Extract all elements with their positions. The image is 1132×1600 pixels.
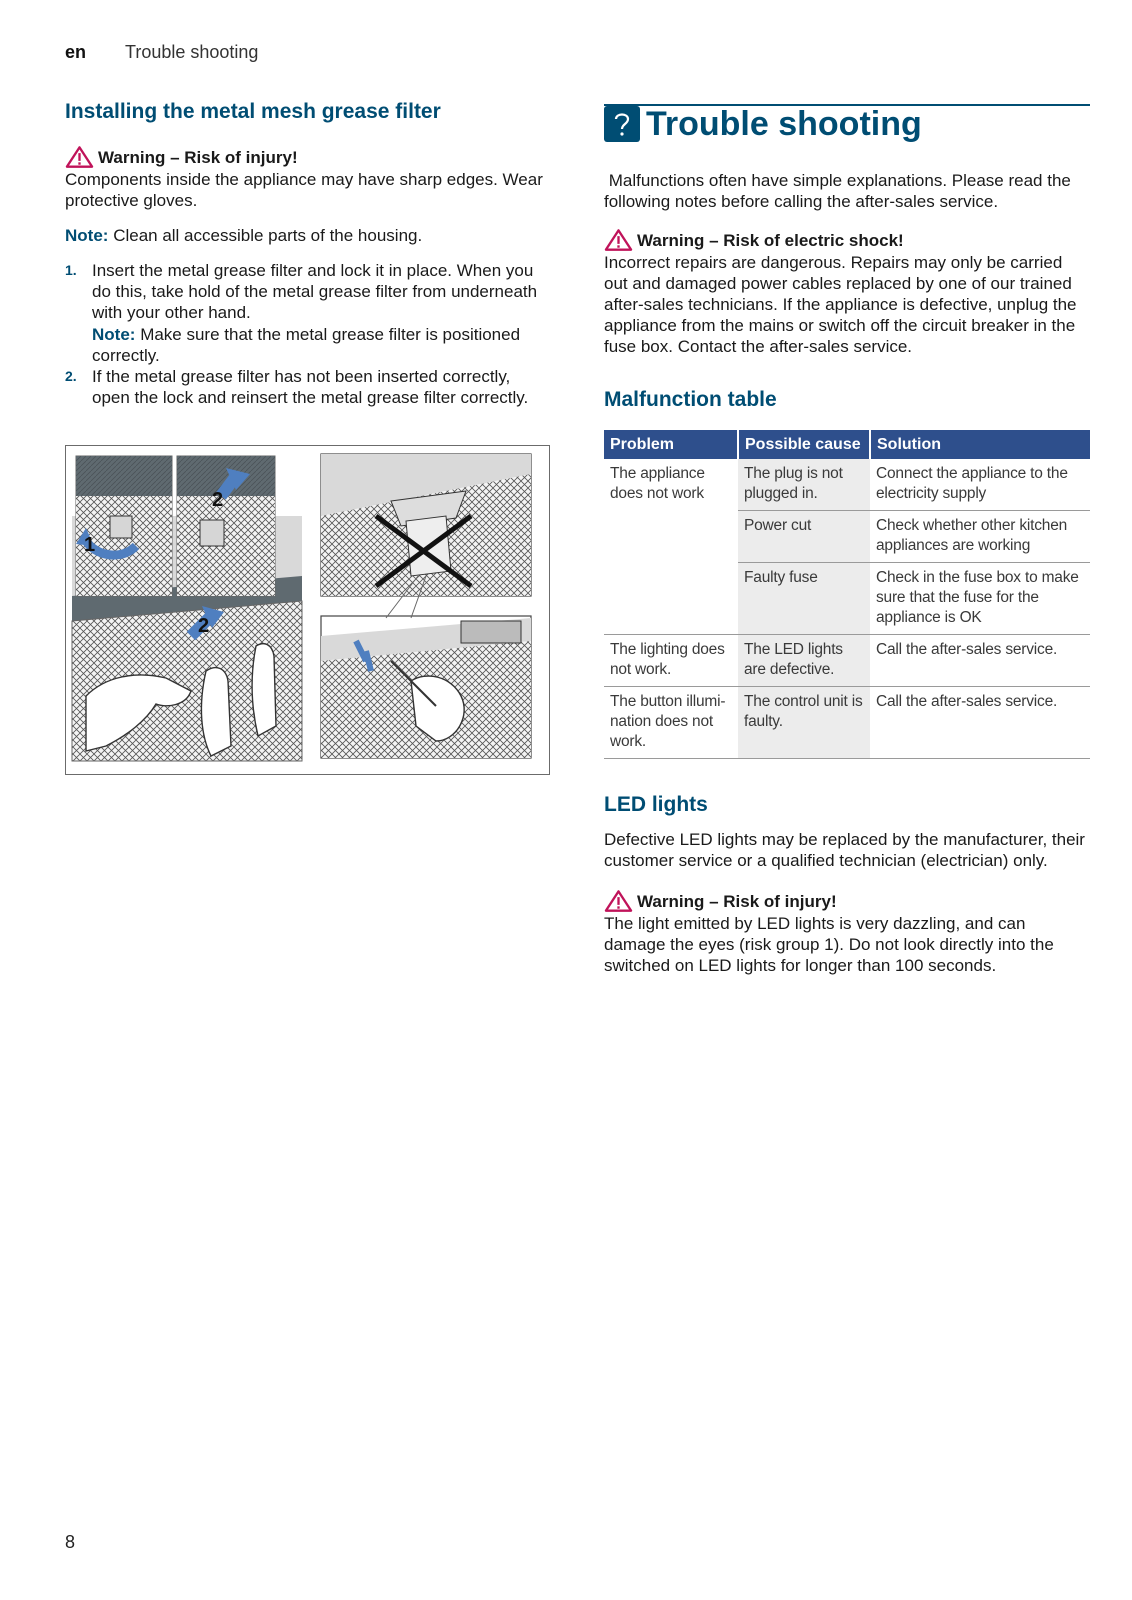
cell-cause: Faulty fuse xyxy=(738,563,870,635)
warning-title-row xyxy=(65,145,550,169)
column-header-solution: Solution xyxy=(870,430,1090,459)
cell-cause: The control unit is faulty. xyxy=(738,687,870,759)
language-code: en xyxy=(65,42,87,62)
warning-text: Incorrect repairs are dangerous. Repairs may only be carried out and damaged power cables replaced by one of our trained after-sales technicians. If the appliance is defective, unplug the appliance from the mains or switch off the circuit breaker in the fuse box. Contact the after-sales service. xyxy=(604,253,1077,356)
step-text: Insert the metal grease filter and lock it in place. When you do this, take hold of the metal grease filter from underneath with your other hand. xyxy=(92,261,538,322)
table-row xyxy=(604,687,1090,759)
warning-title: Warning – Risk of injury! xyxy=(98,147,298,167)
left-column xyxy=(65,100,550,637)
list-item xyxy=(65,260,550,366)
warning-title: Warning – Risk of electric shock! xyxy=(637,230,904,250)
warning-triangle-icon xyxy=(604,889,633,913)
cell-problem: The button illumi-nation does not work. xyxy=(604,687,738,759)
warning-title-row xyxy=(604,889,1090,913)
housing-note xyxy=(65,225,550,246)
step-number: 2. xyxy=(65,368,77,384)
warning-triangle-icon xyxy=(604,228,633,252)
page-number: 8 xyxy=(65,1532,76,1552)
malfunction-table xyxy=(604,430,1090,759)
trouble-shooting-title xyxy=(604,102,1090,146)
table-row xyxy=(604,635,1090,687)
warning-triangle-icon xyxy=(65,145,94,169)
step-number: 1. xyxy=(65,262,77,278)
warning-title: Warning – Risk of injury! xyxy=(637,891,837,911)
intro-text: Malfunctions often have simple explanations. Please read the following notes before calling the after-sales service. xyxy=(604,171,1076,211)
install-steps-list xyxy=(65,260,550,408)
right-column xyxy=(604,104,1090,976)
led-lights-heading: LED lights xyxy=(604,793,708,816)
led-injury-warning xyxy=(604,889,1090,976)
cell-solution: Call the after-sales service. xyxy=(870,687,1090,759)
note-label: Note: xyxy=(92,325,136,344)
cell-cause: Power cut xyxy=(738,511,870,563)
cell-solution: Call the after-sales service. xyxy=(870,635,1090,687)
note-label: Note: xyxy=(65,226,109,245)
filter-installation-illustration xyxy=(65,445,550,775)
cell-solution: Check whether other kitchen appliances are working xyxy=(870,511,1090,563)
header-section-title: Trouble shooting xyxy=(125,42,259,62)
illustration-drawing xyxy=(66,446,551,776)
question-icon xyxy=(604,106,640,142)
cell-cause: The LED lights are defective. xyxy=(738,635,870,687)
step-note-text: Make sure that the metal grease filter is positioned correctly. xyxy=(92,325,521,365)
warning-title-row xyxy=(604,228,1090,252)
table-row xyxy=(604,459,1090,511)
cell-cause: The plug is not plugged in. xyxy=(738,459,870,511)
install-filter-heading: Installing the metal mesh grease filter xyxy=(65,100,441,123)
electric-shock-warning xyxy=(604,228,1090,357)
figure-label-1: 1 xyxy=(84,534,96,556)
page-title: Trouble shooting xyxy=(646,105,922,143)
warning-text: Components inside the appliance may have sharp edges. Wear protective gloves. xyxy=(65,170,543,210)
cell-solution: Check in the fuse box to make sure that the fuse for the appliance is OK xyxy=(870,563,1090,635)
led-lights-text: Defective LED lights may be replaced by the manufacturer, their customer service or a qualified technician (electrician) only. xyxy=(604,830,1085,870)
cell-problem: The appliance does not work xyxy=(604,459,738,635)
column-header-problem: Problem xyxy=(604,430,738,459)
injury-warning xyxy=(65,145,550,211)
malfunction-table-heading: Malfunction table xyxy=(604,388,777,411)
figure-label-2a: 2 xyxy=(212,489,224,511)
list-item xyxy=(65,366,550,408)
page-header xyxy=(65,42,259,63)
note-text: Clean all accessible parts of the housing. xyxy=(113,226,423,245)
figure-label-2b: 2 xyxy=(198,615,210,637)
column-header-cause: Possible cause xyxy=(738,430,870,459)
table-header-row xyxy=(604,430,1090,459)
step-note xyxy=(92,324,550,366)
step-text: If the metal grease filter has not been inserted correctly, open the lock and reinsert the metal grease filter correctly. xyxy=(92,367,529,407)
warning-text: The light emitted by LED lights is very dazzling, and can damage the eyes (risk group 1). Do not look directly into the switched on LED lights for longer than 100 seconds. xyxy=(604,914,1054,975)
cell-problem: The lighting does not work. xyxy=(604,635,738,687)
cell-solution: Connect the appliance to the electricity supply xyxy=(870,459,1090,511)
